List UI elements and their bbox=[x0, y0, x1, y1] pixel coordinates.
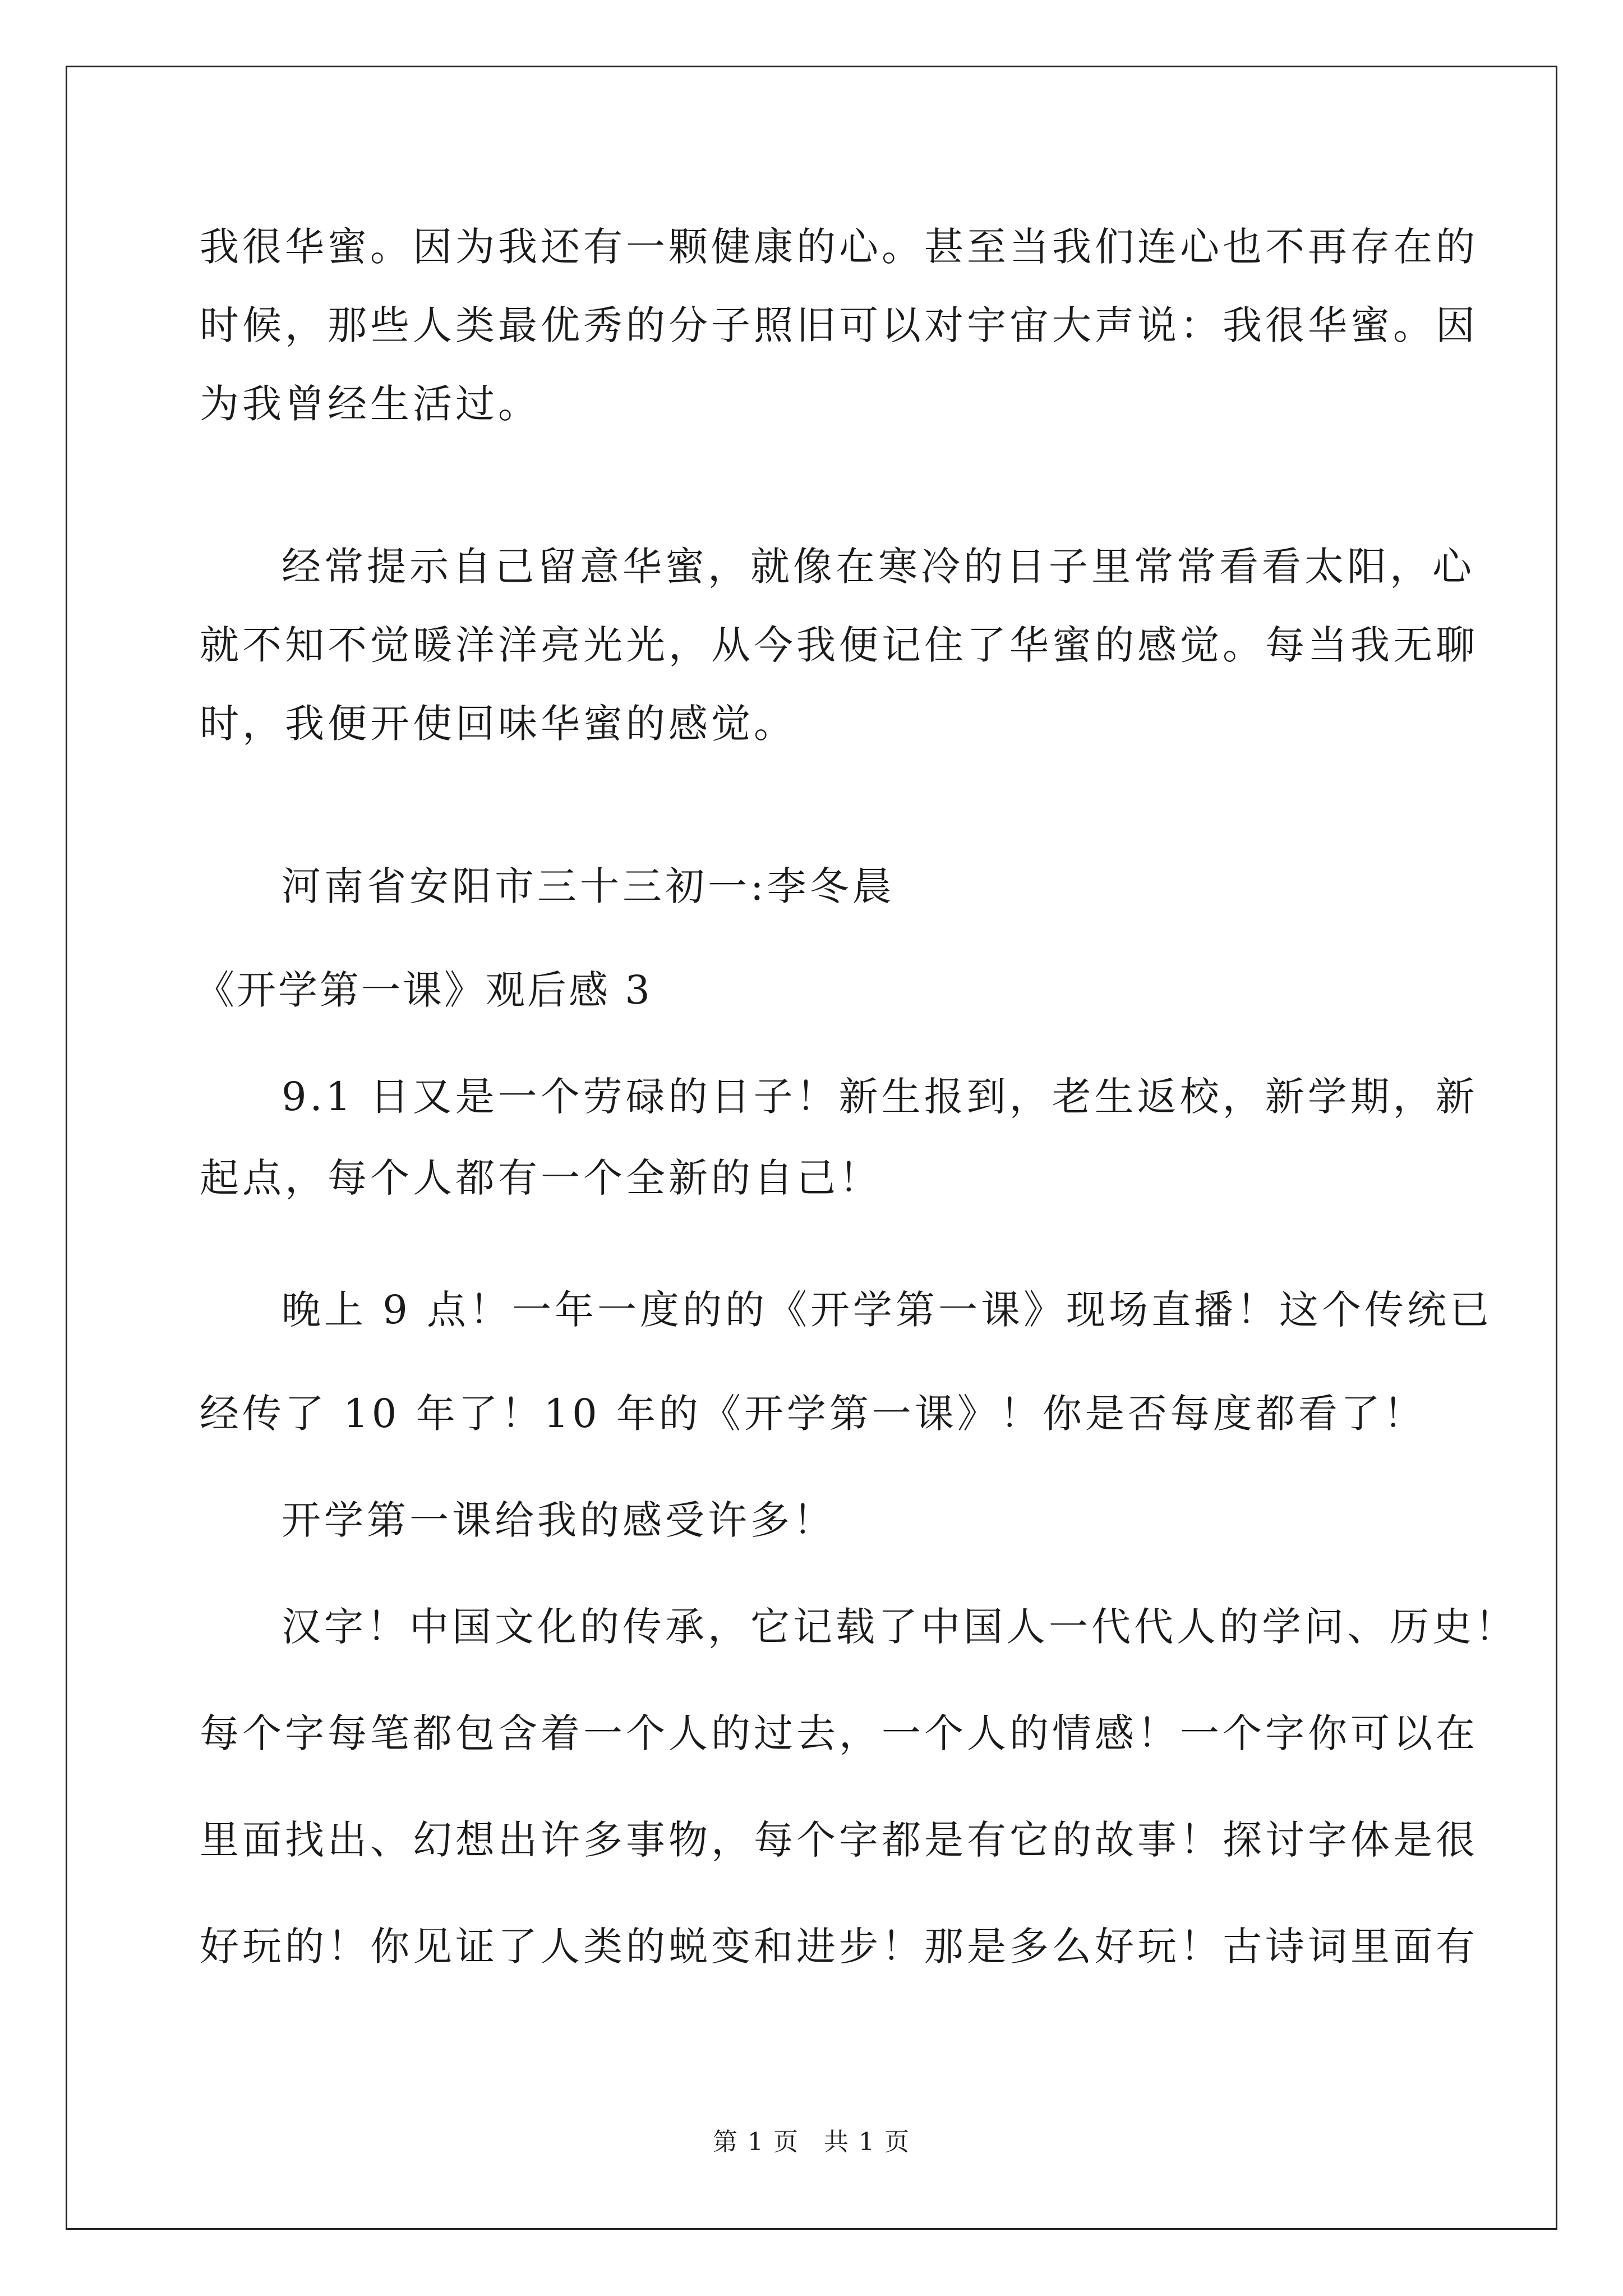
text-line: 汉字！中国文化的传承，它记载了中国人一代代人的学问、历史！ bbox=[282, 1604, 1518, 1650]
text-line: 里面找出、幻想出许多事物，每个字都是有它的故事！探讨字体是很 bbox=[200, 1817, 1478, 1863]
text-line: 为我曾经生活过。 bbox=[200, 381, 541, 427]
text-line: 经常提示自己留意华蜜，就像在寒冷的日子里常常看看太阳，心 bbox=[282, 544, 1475, 590]
section-heading: 《开学第一课》观后感 3 bbox=[195, 967, 652, 1013]
text-line: 时，我便开使回味华蜜的感觉。 bbox=[200, 701, 796, 747]
page-number: 第 1 页 bbox=[713, 2128, 799, 2156]
text-line: 9.1 日又是一个劳碌的日子！新生报到，老生返校，新学期，新 bbox=[282, 1074, 1478, 1120]
text-line: 时候，那些人类最优秀的分子照旧可以对宇宙大声说：我很华蜜。因 bbox=[200, 302, 1478, 348]
text-line: 每个字每笔都包含着一个人的过去，一个人的情感！一个字你可以在 bbox=[200, 1710, 1478, 1756]
text-line: 好玩的！你见证了人类的蜕变和进步！那是多么好玩！古诗词里面有 bbox=[200, 1924, 1478, 1970]
text-line: 起点，每个人都有一个全新的自己！ bbox=[200, 1155, 882, 1201]
page-footer bbox=[0, 2122, 1623, 2157]
text-line: 河南省安阳市三十三初一:李冬晨 bbox=[282, 863, 895, 909]
page-total: 共 1 页 bbox=[824, 2128, 910, 2156]
text-line: 晚上 9 点！一年一度的的《开学第一课》现场直播！这个传统已 bbox=[282, 1287, 1493, 1333]
text-line: 经传了 10 年了！10 年的《开学第一课》！你是否每度都看了！ bbox=[200, 1391, 1426, 1437]
text-line: 我很华蜜。因为我还有一颗健康的心。甚至当我们连心也不再存在的 bbox=[200, 224, 1478, 270]
text-line: 就不知不觉暖洋洋亮光光，从今我便记住了华蜜的感觉。每当我无聊 bbox=[200, 622, 1478, 668]
text-line: 开学第一课给我的感受许多！ bbox=[282, 1497, 836, 1543]
